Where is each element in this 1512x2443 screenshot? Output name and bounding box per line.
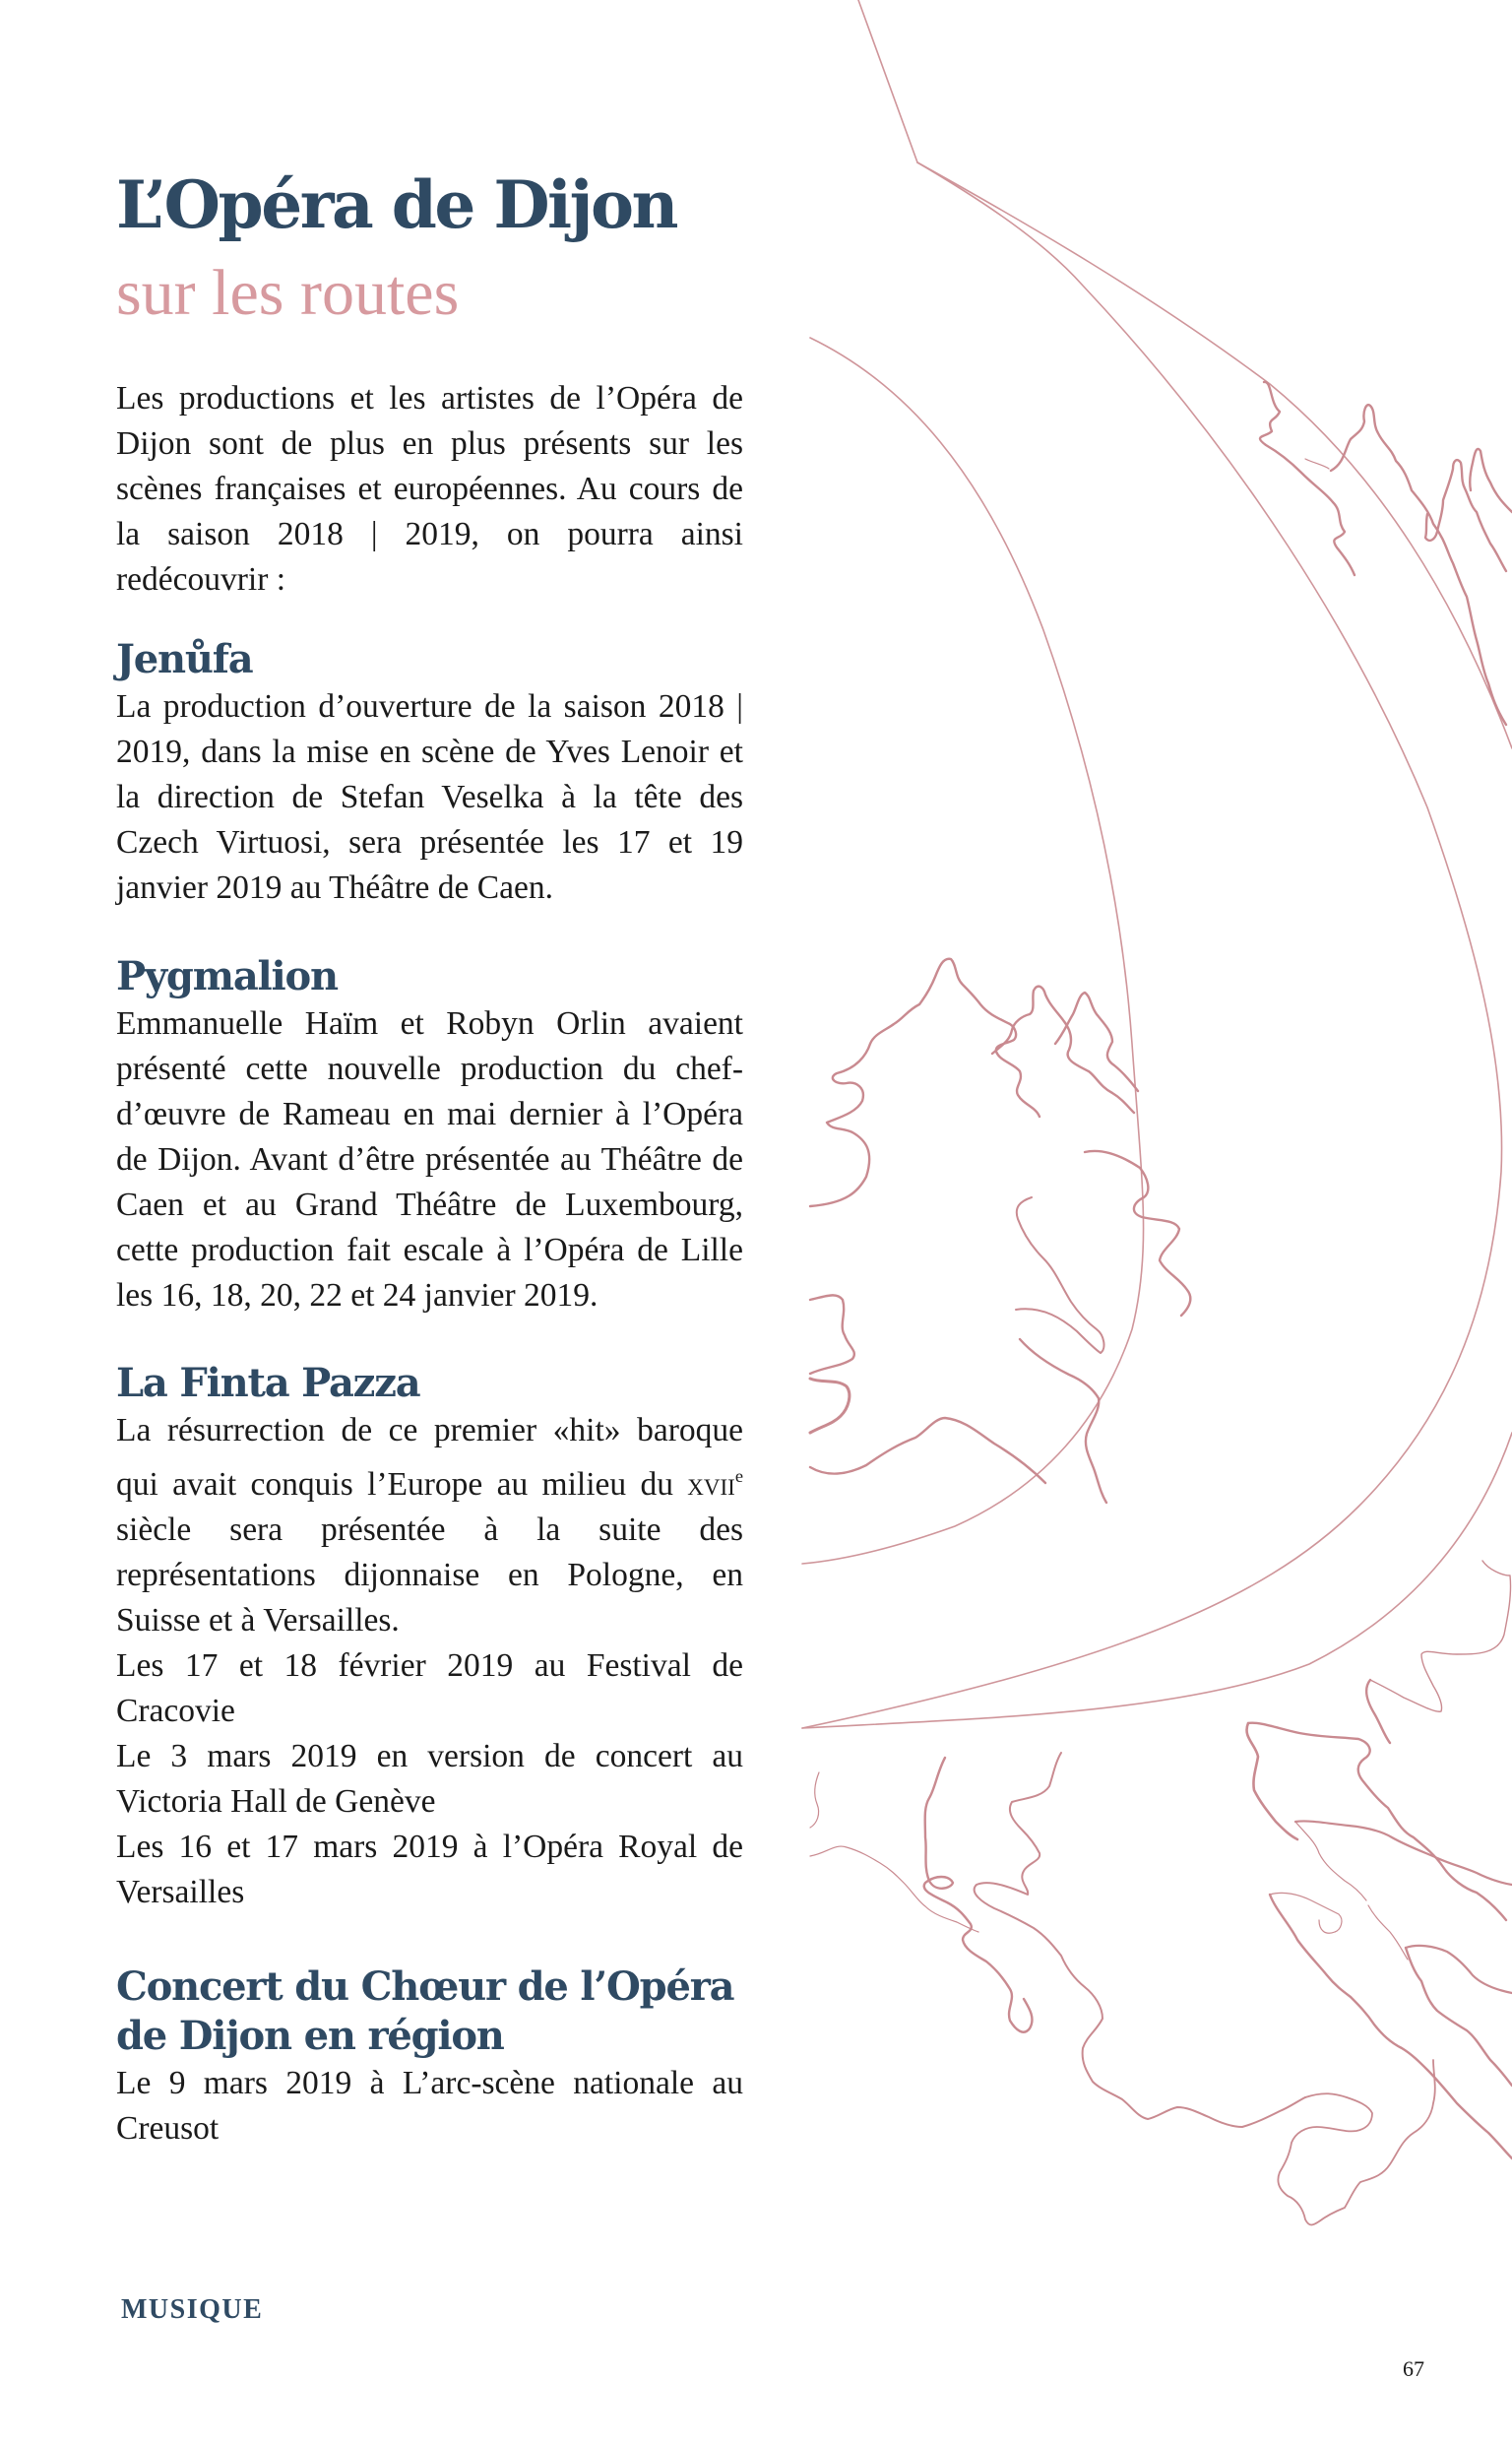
heading-line-2: de Dijon en région xyxy=(116,2013,504,2059)
section-jenufa xyxy=(116,635,743,911)
road-edge-top xyxy=(858,0,917,162)
intro-block xyxy=(116,376,743,603)
section-heading: Pygmalion xyxy=(116,953,338,999)
page-number: 67 xyxy=(1403,2356,1424,2381)
tree-outline xyxy=(810,959,1040,1206)
road-edge-outer-lower xyxy=(802,1433,1512,1728)
tree-outline xyxy=(810,1418,1045,1483)
century-numeral: xvii xyxy=(687,1465,735,1503)
road-edge-inner xyxy=(802,338,1144,1564)
tree-outline xyxy=(1055,993,1138,1091)
tree-outline xyxy=(1425,460,1506,571)
tree-outline xyxy=(1406,1948,1512,2086)
tree-outline xyxy=(1020,1339,1106,1503)
section-concert-choeur xyxy=(116,1962,743,2152)
page-subtitle: sur les routes xyxy=(116,257,460,329)
tree-outline xyxy=(1270,1893,1342,1933)
date-entry: Le 3 mars 2019 en version de concert au Victoria Hall de Genève xyxy=(116,1737,743,1820)
section-paragraph: Le 9 mars 2019 à L’arc-scène nationale au Creusot xyxy=(116,2065,743,2147)
tree-outline xyxy=(1368,1905,1408,1960)
section-heading xyxy=(116,1962,743,2061)
page-title: L’Opéra de Dijon xyxy=(116,166,677,243)
tree-outline xyxy=(1295,1821,1512,1885)
tree-outline xyxy=(992,987,1134,1113)
section-heading: La Finta Pazza xyxy=(116,1360,420,1406)
tree-outline xyxy=(1366,1680,1390,1743)
section-heading: Jenůfa xyxy=(116,636,253,682)
paragraph-text-end: siècle sera présentée à la suite des représentations dijonnaise en Pologne, en Suisse et à Versailles. xyxy=(116,1511,743,1639)
tree-outline xyxy=(1270,1895,1512,2158)
tree-outline xyxy=(1016,1197,1103,1353)
section-paragraph: La production d’ouverture de la saison 2018 | 2019, dans la mise en scène de Yves Lenoir et la direction de Stefan Veselka à la tête des Czech Virtuosi, sera présentée les 17 et 19 janvier 2019 au Théâtre de Caen. xyxy=(116,688,743,906)
paragraph-text-start: La résurrection de ce premier «hit» baroque qui avait conquis l’Europe au milieu du xyxy=(116,1412,743,1503)
road-edge-outer xyxy=(917,162,1512,748)
tree-outline xyxy=(1406,1946,1512,1993)
road-edge-middle xyxy=(802,162,1502,1728)
section-paragraph: Emmanuelle Haïm et Robyn Orlin avaient présenté cette nouvelle production du chef-d’œuvre de Rameau en mai dernier à l’Opéra de Dijon. Avant d’être présentée au Théâtre de Caen et au Grand Théâtre de Luxembourg, cette production fait escale à l’Opéra de Lille les 16, 18, 20, 22 et 24 janvier 2019. xyxy=(116,1005,743,1314)
date-entry: Les 17 et 18 février 2019 au Festival de Cracovie xyxy=(116,1646,743,1729)
tree-outline xyxy=(1305,459,1329,469)
tree-outline xyxy=(1248,1723,1506,1920)
tree-outline xyxy=(810,1846,978,1932)
century-superscript: e xyxy=(734,1466,743,1486)
date-entry: Les 16 et 17 mars 2019 à l’Opéra Royal de Versailles xyxy=(116,1828,743,1910)
tree-outline xyxy=(1470,449,1512,512)
tree-outline xyxy=(810,1772,819,1828)
heading-line-1: Concert du Chœur de l’Opéra xyxy=(116,1963,734,2010)
section-pygmalion xyxy=(116,952,743,1318)
tree-outline xyxy=(1085,1151,1190,1316)
tree-outline xyxy=(1331,405,1506,725)
tree-outline xyxy=(810,1295,854,1374)
section-la-finta-pazza xyxy=(116,1359,743,1915)
section-paragraph xyxy=(116,1408,743,1643)
tree-outline xyxy=(975,1753,1305,2127)
intro-paragraph: Les productions et les artistes de l’Opéra de Dijon sont de plus en plus présents sur les scènes françaises et européennes. Au cours de la saison 2018 | 2019, on pourra ainsi redécouvrir : xyxy=(116,380,743,598)
tree-outline xyxy=(924,1758,1033,2032)
footer-section-label: MUSIQUE xyxy=(121,2294,264,2325)
tree-outline xyxy=(810,1379,850,1433)
tree-outline xyxy=(1370,1561,1511,1711)
tree-outline xyxy=(1260,382,1354,575)
tree-outline xyxy=(1278,2060,1434,2225)
tree-outline xyxy=(1247,1723,1297,1839)
tree-outline xyxy=(1295,1822,1366,1900)
